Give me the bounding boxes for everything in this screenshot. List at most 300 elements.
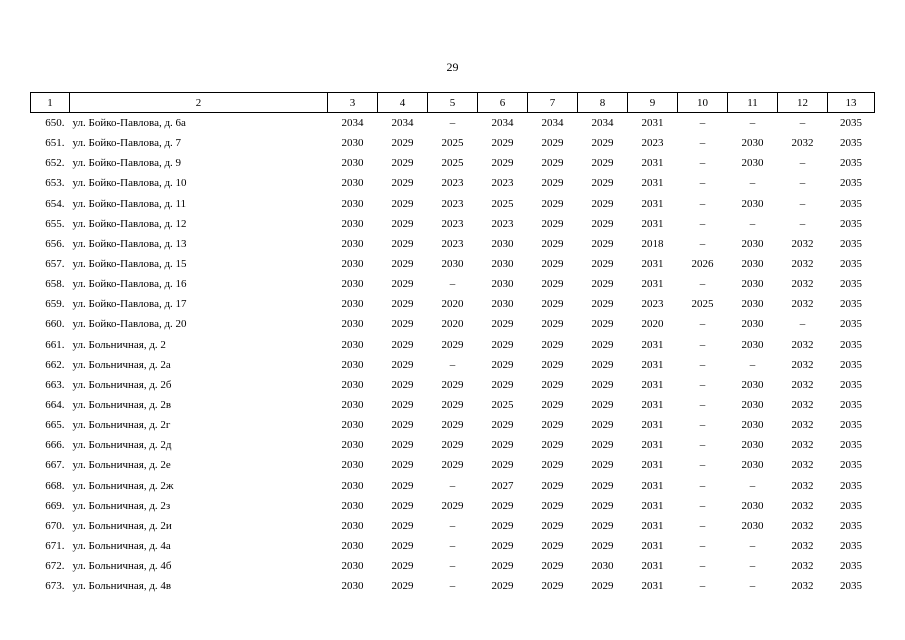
row-number-cell: 666. — [45, 439, 65, 452]
year-cell: – — [699, 137, 706, 150]
row-number-cell: 667. — [45, 459, 65, 472]
year-cell: 2029 — [541, 157, 564, 170]
year-cell: 2035 — [840, 117, 862, 130]
year-cell: 2030 — [341, 479, 364, 492]
year-cell: – — [449, 117, 456, 130]
year-cell: 2035 — [840, 439, 862, 452]
table-row — [31, 435, 875, 455]
table-row — [31, 335, 875, 355]
year-cell: 2030 — [741, 157, 764, 170]
table-row — [31, 153, 875, 173]
year-cell: – — [699, 117, 706, 130]
year-cell: – — [749, 177, 756, 190]
year-cell: 2035 — [840, 177, 862, 190]
year-cell: 2032 — [791, 258, 814, 271]
year-cell: 2030 — [741, 399, 764, 412]
year-cell: 2029 — [491, 318, 514, 331]
year-cell: 2029 — [591, 318, 614, 331]
year-cell: 2029 — [541, 258, 564, 271]
year-cell: 2018 — [641, 237, 664, 250]
year-cell: 2030 — [341, 459, 364, 472]
column-header-2: 2 — [70, 93, 328, 113]
year-cell: 2029 — [541, 378, 564, 391]
year-cell: – — [699, 278, 706, 291]
year-cell: 2030 — [741, 318, 764, 331]
year-cell: 2029 — [541, 197, 564, 210]
year-cell: 2029 — [491, 338, 514, 351]
year-cell: – — [699, 318, 706, 331]
year-cell: 2029 — [541, 540, 564, 553]
year-cell: – — [699, 580, 706, 593]
year-cell: – — [699, 358, 706, 371]
year-cell: 2035 — [840, 519, 862, 532]
table-row — [31, 214, 875, 234]
year-cell: 2030 — [341, 540, 364, 553]
year-cell: 2030 — [741, 499, 764, 512]
year-cell: 2029 — [541, 399, 564, 412]
year-cell: 2029 — [491, 459, 514, 472]
year-cell: 2029 — [591, 298, 614, 311]
address-cell: ул. Бойко-Павлова, д. 9 — [72, 157, 182, 170]
table-row — [31, 375, 875, 395]
year-cell: 2029 — [541, 519, 564, 532]
year-cell: 2032 — [791, 419, 814, 432]
year-cell: 2020 — [441, 298, 464, 311]
year-cell: 2029 — [591, 519, 614, 532]
year-cell: 2030 — [341, 258, 364, 271]
year-cell: 2031 — [641, 117, 664, 130]
year-cell: 2029 — [541, 318, 564, 331]
year-cell: – — [699, 237, 706, 250]
table-row — [31, 415, 875, 435]
year-cell: 2029 — [591, 419, 614, 432]
year-cell: 2035 — [840, 298, 862, 311]
year-cell: – — [799, 177, 806, 190]
year-cell: – — [699, 217, 706, 230]
row-number-cell: 673. — [45, 580, 65, 593]
table-row — [31, 516, 875, 536]
year-cell: – — [699, 338, 706, 351]
year-cell: 2029 — [391, 177, 414, 190]
address-cell: ул. Бойко-Павлова, д. 7 — [72, 137, 182, 150]
year-cell: 2029 — [591, 338, 614, 351]
year-cell: 2023 — [641, 298, 664, 311]
year-cell: 2029 — [491, 499, 514, 512]
year-cell: 2032 — [791, 237, 814, 250]
address-cell: ул. Бойко-Павлова, д. 15 — [72, 258, 187, 271]
year-cell: 2029 — [441, 439, 464, 452]
year-cell: 2029 — [391, 540, 414, 553]
year-cell: 2029 — [391, 499, 414, 512]
year-cell: 2032 — [791, 378, 814, 391]
year-cell: 2023 — [441, 217, 464, 230]
year-cell: 2029 — [541, 217, 564, 230]
year-cell: – — [699, 560, 706, 573]
year-cell: 2023 — [641, 137, 664, 150]
year-cell: 2035 — [840, 137, 862, 150]
address-cell: ул. Больничная, д. 4в — [72, 580, 172, 593]
year-cell: 2029 — [591, 237, 614, 250]
table-row — [31, 314, 875, 334]
year-cell: 2029 — [391, 318, 414, 331]
year-cell: 2029 — [591, 137, 614, 150]
table-row — [31, 294, 875, 314]
year-cell: 2029 — [591, 157, 614, 170]
year-cell: 2031 — [641, 479, 664, 492]
address-cell: ул. Больничная, д. 2г — [72, 419, 171, 432]
year-cell: 2031 — [641, 419, 664, 432]
row-number-cell: 664. — [45, 399, 65, 412]
year-cell: 2030 — [741, 519, 764, 532]
table-row — [31, 556, 875, 576]
year-cell: 2032 — [791, 338, 814, 351]
year-cell: 2023 — [441, 177, 464, 190]
year-cell: – — [699, 519, 706, 532]
year-cell: 2029 — [591, 479, 614, 492]
row-number-cell: 660. — [45, 318, 65, 331]
year-cell: 2029 — [541, 298, 564, 311]
year-cell: – — [449, 580, 456, 593]
year-cell: 2034 — [491, 117, 514, 130]
year-cell: 2030 — [341, 358, 364, 371]
year-cell: 2035 — [840, 318, 862, 331]
table-row — [31, 576, 875, 596]
year-cell: 2035 — [840, 197, 862, 210]
table-row — [31, 476, 875, 496]
year-cell: 2029 — [541, 439, 564, 452]
year-cell: 2029 — [391, 258, 414, 271]
year-cell: 2030 — [741, 197, 764, 210]
year-cell: 2035 — [840, 378, 862, 391]
year-cell: 2029 — [491, 157, 514, 170]
year-cell: 2029 — [541, 358, 564, 371]
year-cell: – — [799, 117, 806, 130]
address-cell: ул. Бойко-Павлова, д. 20 — [72, 318, 187, 331]
year-cell: 2025 — [691, 298, 714, 311]
year-cell: 2032 — [791, 540, 814, 553]
year-cell: 2031 — [641, 217, 664, 230]
year-cell: 2029 — [391, 237, 414, 250]
year-cell: 2030 — [341, 237, 364, 250]
year-cell: 2029 — [391, 459, 414, 472]
year-cell: 2032 — [791, 560, 814, 573]
year-cell: 2029 — [391, 137, 414, 150]
year-cell: 2031 — [641, 378, 664, 391]
year-cell: 2030 — [341, 519, 364, 532]
year-cell: – — [699, 459, 706, 472]
year-cell: 2029 — [391, 399, 414, 412]
year-cell: 2030 — [341, 197, 364, 210]
year-cell: 2029 — [541, 479, 564, 492]
table-row — [31, 194, 875, 214]
year-cell: 2029 — [591, 197, 614, 210]
year-cell: 2029 — [541, 419, 564, 432]
year-cell: 2032 — [791, 459, 814, 472]
year-cell: – — [749, 540, 756, 553]
year-cell: 2031 — [641, 560, 664, 573]
year-cell: 2029 — [541, 137, 564, 150]
table-row — [31, 173, 875, 193]
table-body — [31, 113, 875, 597]
year-cell: 2023 — [491, 217, 514, 230]
year-cell: 2035 — [840, 217, 862, 230]
year-cell: 2031 — [641, 197, 664, 210]
year-cell: 2030 — [341, 338, 364, 351]
year-cell: 2029 — [491, 580, 514, 593]
table-row — [31, 113, 875, 134]
year-cell: 2029 — [491, 439, 514, 452]
year-cell: 2031 — [641, 338, 664, 351]
year-cell: 2029 — [391, 358, 414, 371]
year-cell: 2035 — [840, 540, 862, 553]
year-cell: 2029 — [391, 479, 414, 492]
column-header-1: 1 — [31, 93, 70, 113]
column-header-8: 8 — [578, 93, 628, 113]
year-cell: 2029 — [441, 499, 464, 512]
year-cell: 2031 — [641, 358, 664, 371]
year-cell: 2030 — [341, 217, 364, 230]
year-cell: 2031 — [641, 278, 664, 291]
year-cell: 2029 — [391, 580, 414, 593]
year-cell: 2029 — [391, 519, 414, 532]
year-cell: 2030 — [741, 419, 764, 432]
year-cell: – — [449, 278, 456, 291]
year-cell: 2029 — [591, 540, 614, 553]
year-cell: 2030 — [341, 177, 364, 190]
address-cell: ул. Бойко-Павлова, д. 16 — [72, 278, 187, 291]
year-cell: 2032 — [791, 439, 814, 452]
year-cell: 2025 — [491, 399, 514, 412]
year-cell: 2030 — [341, 318, 364, 331]
year-cell: 2026 — [691, 258, 714, 271]
year-cell: 2030 — [591, 560, 614, 573]
year-cell: – — [749, 117, 756, 130]
address-cell: ул. Больничная, д. 2е — [72, 459, 171, 472]
year-cell: 2029 — [591, 499, 614, 512]
row-number-cell: 665. — [45, 419, 65, 432]
year-cell: 2035 — [840, 358, 862, 371]
row-number-cell: 652. — [45, 157, 65, 170]
table-row — [31, 536, 875, 556]
year-cell: 2034 — [541, 117, 564, 130]
year-cell: 2029 — [541, 278, 564, 291]
column-header-13: 13 — [828, 93, 875, 113]
year-cell: 2035 — [840, 580, 862, 593]
year-cell: 2029 — [391, 560, 414, 573]
year-cell: – — [699, 378, 706, 391]
column-header-10: 10 — [678, 93, 728, 113]
year-cell: 2029 — [591, 399, 614, 412]
year-cell: 2029 — [591, 439, 614, 452]
year-cell: 2031 — [641, 499, 664, 512]
column-header-4: 4 — [378, 93, 428, 113]
table-row — [31, 133, 875, 153]
year-cell: 2035 — [840, 338, 862, 351]
address-cell: ул. Больничная, д. 2и — [72, 519, 172, 532]
year-cell: 2029 — [591, 217, 614, 230]
row-number-cell: 656. — [45, 237, 65, 250]
year-cell: 2029 — [591, 378, 614, 391]
year-cell: 2029 — [391, 439, 414, 452]
year-cell: 2035 — [840, 459, 862, 472]
year-cell: 2030 — [741, 459, 764, 472]
row-number-cell: 653. — [45, 177, 65, 190]
year-cell: – — [799, 217, 806, 230]
year-cell: 2031 — [641, 157, 664, 170]
year-cell: 2034 — [391, 117, 414, 130]
year-cell: 2029 — [491, 137, 514, 150]
year-cell: 2030 — [341, 298, 364, 311]
year-cell: – — [449, 560, 456, 573]
year-cell: 2030 — [741, 298, 764, 311]
year-cell: 2020 — [441, 318, 464, 331]
data-table — [30, 92, 875, 596]
year-cell: 2030 — [491, 298, 514, 311]
year-cell: 2030 — [491, 237, 514, 250]
year-cell: – — [699, 399, 706, 412]
page-number: 29 — [446, 60, 459, 74]
year-cell: 2029 — [591, 459, 614, 472]
year-cell: 2023 — [441, 197, 464, 210]
year-cell: – — [699, 479, 706, 492]
year-cell: 2034 — [591, 117, 614, 130]
year-cell: 2030 — [741, 378, 764, 391]
year-cell: 2031 — [641, 459, 664, 472]
year-cell: 2030 — [341, 580, 364, 593]
year-cell: 2029 — [391, 298, 414, 311]
year-cell: 2025 — [441, 157, 464, 170]
year-cell: 2030 — [341, 157, 364, 170]
address-cell: ул. Больничная, д. 4а — [72, 540, 171, 553]
year-cell: 2031 — [641, 439, 664, 452]
year-cell: 2030 — [491, 278, 514, 291]
year-cell: 2029 — [541, 459, 564, 472]
year-cell: – — [749, 560, 756, 573]
column-header-6: 6 — [478, 93, 528, 113]
year-cell: 2031 — [641, 177, 664, 190]
table-row — [31, 234, 875, 254]
table-row — [31, 254, 875, 274]
year-cell: 2030 — [341, 137, 364, 150]
year-cell: 2029 — [591, 278, 614, 291]
column-header-7: 7 — [528, 93, 578, 113]
year-cell: 2029 — [491, 378, 514, 391]
year-cell: – — [449, 479, 456, 492]
table-row — [31, 496, 875, 516]
column-header-5: 5 — [428, 93, 478, 113]
column-header-9: 9 — [628, 93, 678, 113]
year-cell: 2029 — [541, 499, 564, 512]
year-cell: 2029 — [591, 580, 614, 593]
address-cell: ул. Больничная, д. 4б — [72, 560, 172, 573]
year-cell: – — [449, 540, 456, 553]
year-cell: 2032 — [791, 499, 814, 512]
year-cell: 2029 — [541, 580, 564, 593]
year-cell: 2030 — [741, 338, 764, 351]
row-number-cell: 663. — [45, 378, 65, 391]
year-cell: 2032 — [791, 298, 814, 311]
row-number-cell: 668. — [45, 479, 65, 492]
row-number-cell: 669. — [45, 499, 65, 512]
year-cell: 2032 — [791, 358, 814, 371]
year-cell: 2030 — [341, 378, 364, 391]
year-cell: 2032 — [791, 479, 814, 492]
column-header-12: 12 — [778, 93, 828, 113]
row-number-cell: 657. — [45, 258, 65, 271]
year-cell: 2030 — [741, 278, 764, 291]
year-cell: – — [749, 479, 756, 492]
row-number-cell: 658. — [45, 278, 65, 291]
row-number-cell: 670. — [45, 519, 65, 532]
year-cell: 2035 — [840, 258, 862, 271]
year-cell: – — [749, 217, 756, 230]
year-cell: 2032 — [791, 580, 814, 593]
year-cell: 2029 — [491, 519, 514, 532]
year-cell: 2035 — [840, 157, 862, 170]
year-cell: – — [699, 157, 706, 170]
year-cell: 2029 — [391, 338, 414, 351]
year-cell: 2031 — [641, 580, 664, 593]
address-cell: ул. Больничная, д. 2б — [72, 378, 172, 391]
year-cell: – — [449, 519, 456, 532]
year-cell: 2030 — [341, 560, 364, 573]
address-cell: ул. Бойко-Павлова, д. 17 — [72, 298, 187, 311]
address-cell: ул. Больничная, д. 2в — [72, 399, 172, 412]
year-cell: – — [799, 197, 806, 210]
year-cell: 2030 — [741, 137, 764, 150]
year-cell: 2032 — [791, 519, 814, 532]
row-number-cell: 659. — [45, 298, 65, 311]
address-cell: ул. Бойко-Павлова, д. 11 — [72, 197, 187, 210]
year-cell: 2029 — [441, 399, 464, 412]
address-cell: ул. Больничная, д. 2 — [72, 338, 166, 351]
row-number-cell: 654. — [45, 197, 65, 210]
year-cell: 2030 — [741, 237, 764, 250]
year-cell: 2034 — [341, 117, 364, 130]
year-cell: 2029 — [391, 157, 414, 170]
row-number-cell: 650. — [45, 117, 65, 130]
year-cell: – — [799, 318, 806, 331]
year-cell: – — [699, 540, 706, 553]
year-cell: 2025 — [491, 197, 514, 210]
year-cell: 2023 — [491, 177, 514, 190]
year-cell: 2030 — [491, 258, 514, 271]
year-cell: 2035 — [840, 479, 862, 492]
year-cell: 2029 — [541, 177, 564, 190]
year-cell: 2020 — [641, 318, 664, 331]
year-cell: 2035 — [840, 278, 862, 291]
year-cell: 2029 — [491, 540, 514, 553]
table-row — [31, 355, 875, 375]
year-cell: 2029 — [391, 278, 414, 291]
year-cell: – — [749, 358, 756, 371]
year-cell: 2029 — [591, 177, 614, 190]
address-cell: ул. Больничная, д. 2з — [72, 499, 171, 512]
row-number-cell: 662. — [45, 358, 65, 371]
year-cell: 2031 — [641, 399, 664, 412]
year-cell: 2035 — [840, 560, 862, 573]
year-cell: 2029 — [541, 338, 564, 351]
year-cell: 2029 — [541, 560, 564, 573]
year-cell: 2035 — [840, 237, 862, 250]
year-cell: 2030 — [341, 419, 364, 432]
year-cell: 2029 — [441, 378, 464, 391]
year-cell: 2029 — [491, 358, 514, 371]
row-number-cell: 671. — [45, 540, 65, 553]
year-cell: 2029 — [391, 419, 414, 432]
year-cell: 2030 — [441, 258, 464, 271]
year-cell: 2030 — [741, 439, 764, 452]
